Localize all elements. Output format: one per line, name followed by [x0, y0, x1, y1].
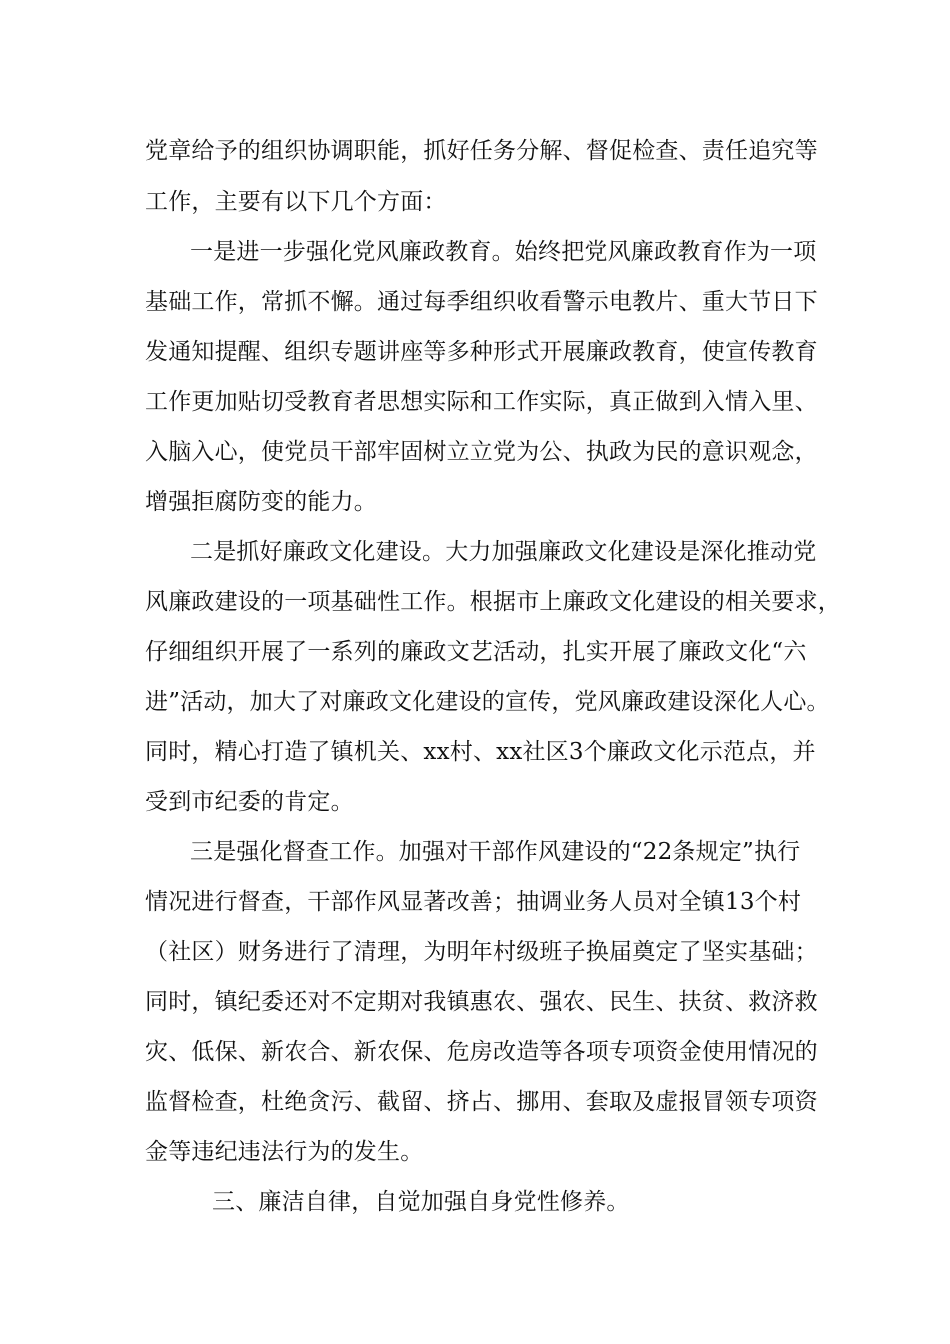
text-line: 仔细组织开展了一系列的廉政文艺活动，扎实开展了廉政文化“六 — [145, 639, 807, 665]
paragraph-start-line: 二是抓好廉政文化建设。大力加强廉政文化建设是深化推动党 — [190, 539, 817, 565]
text-line: 情况进行督查，干部作风显著改善；抽调业务人员对全镇13个村 — [145, 889, 802, 915]
text-line: 工作更加贴切受教育者思想实际和工作实际，真正做到入情入里、 — [145, 389, 818, 415]
text-line: 同时，镇纪委还对不定期对我镇惠农、强农、民生、扶贫、救济救 — [145, 989, 818, 1015]
text-line: 灾、低保、新农合、新农保、危房改造等各项专项资金使用情况的 — [145, 1039, 818, 1065]
paragraph-start-line: 三是强化督查工作。加强对干部作风建设的“22条规定”执行 — [190, 839, 801, 865]
paragraph-start-line: 一是进一步强化党风廉政教育。始终把党风廉政教育作为一项 — [190, 239, 817, 265]
text-line: 监督检查，杜绝贪污、截留、挤占、挪用、套取及虚报冒领专项资 — [145, 1089, 818, 1115]
text-line: 工作，主要有以下几个方面： — [145, 189, 447, 215]
section-heading: 三、廉洁自律，自觉加强自身党性修养。 — [212, 1189, 630, 1215]
text-line: 进”活动，加大了对廉政文化建设的宣传，党风廉政建设深化人心。 — [145, 689, 830, 715]
text-line: 基础工作，常抓不懈。通过每季组织收看警示电教片、重大节日下 — [145, 289, 818, 315]
text-line: 受到市纪委的肯定。 — [145, 789, 354, 815]
text-line: 入脑入心，使党员干部牢固树立立党为公、执政为民的意识观念， — [145, 439, 818, 465]
text-line: 同时，精心打造了镇机关、xx村、xx社区3个廉政文化示范点，并 — [145, 739, 816, 765]
text-line: 发通知提醒、组织专题讲座等多种形式开展廉政教育，使宣传教育 — [145, 339, 818, 365]
text-line: 风廉政建设的一项基础性工作。根据市上廉政文化建设的相关要求， — [145, 589, 841, 615]
text-line: 增强拒腐防变的能力。 — [145, 489, 377, 515]
text-line: 金等违纪违法行为的发生。 — [145, 1139, 424, 1165]
text-line: （社区）财务进行了清理，为明年村级班子换届奠定了坚实基础； — [145, 939, 818, 965]
text-line: 党章给予的组织协调职能，抓好任务分解、督促检查、责任追究等 — [145, 138, 818, 164]
